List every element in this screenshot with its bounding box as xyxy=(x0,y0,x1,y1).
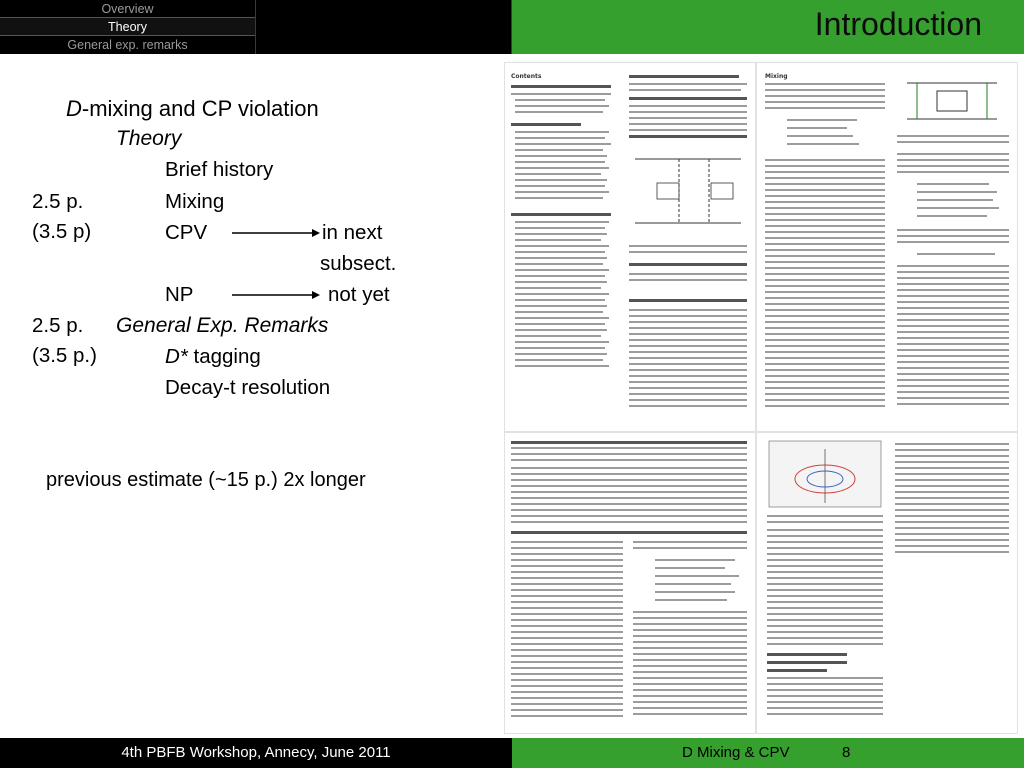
paper-page-thumbnail xyxy=(756,62,1018,432)
cpv-note-line2: subsect. xyxy=(320,252,397,275)
general-pages-alt: (3.5 p.) xyxy=(32,344,97,367)
nav-item-general-exp-remarks[interactable]: General exp. remarks xyxy=(67,38,188,52)
footer-bar xyxy=(0,738,1024,768)
theory-item-brief-history: Brief history xyxy=(165,158,274,181)
arrow-right-icon xyxy=(232,225,322,241)
top-bar xyxy=(0,0,1024,54)
page-heading: Contents xyxy=(511,73,542,80)
theory-label: Theory xyxy=(116,127,182,150)
arrow-right-icon xyxy=(232,287,322,303)
nav-item-overview[interactable]: Overview xyxy=(101,2,154,16)
general-item-dstar-tagging xyxy=(165,345,261,369)
theory-item-cpv: CPV xyxy=(165,221,208,244)
paper-page-thumbnail xyxy=(504,62,756,432)
footer-green-panel xyxy=(512,738,1024,768)
scatter-figure xyxy=(767,439,883,509)
paper-page-thumbnail xyxy=(504,432,756,734)
general-exp-label: General Exp. Remarks xyxy=(116,314,329,337)
feynman-diagram xyxy=(629,143,747,239)
theory-item-np: NP xyxy=(165,283,194,306)
dstar-label: D* xyxy=(165,345,188,368)
np-note: not yet xyxy=(328,283,390,306)
general-item-decay-t-resolution: Decay-t resolution xyxy=(165,376,331,399)
theory-pages: 2.5 p. xyxy=(32,190,84,213)
footer-event: 4th PBFB Workshop, Annecy, June 2011 xyxy=(121,744,391,761)
general-pages: 2.5 p. xyxy=(32,314,84,337)
dstar-tagging-text: tagging xyxy=(187,345,261,368)
theory-item-mixing: Mixing xyxy=(165,190,225,213)
page-heading: Mixing xyxy=(765,73,788,80)
slide-number: 8 xyxy=(842,744,851,761)
nav-item-theory[interactable]: Theory xyxy=(0,18,255,36)
nav-empty-area xyxy=(256,0,512,54)
page-title: Introduction xyxy=(814,6,982,42)
section-heading xyxy=(66,96,319,122)
estimate-note: previous estimate (~15 p.) 2x longer xyxy=(46,469,366,491)
mixing-box-diagram xyxy=(897,73,1007,129)
section-nav xyxy=(0,0,256,54)
heading-text: -mixing and CP violation xyxy=(81,96,319,121)
title-panel xyxy=(512,0,1024,54)
theory-pages-alt: (3.5 p) xyxy=(32,220,92,243)
cpv-note-line1: in next xyxy=(322,221,383,244)
footer-topic: D Mixing & CPV xyxy=(682,744,790,761)
heading-d-letter: D xyxy=(66,96,82,121)
paper-page-thumbnail xyxy=(756,432,1018,734)
